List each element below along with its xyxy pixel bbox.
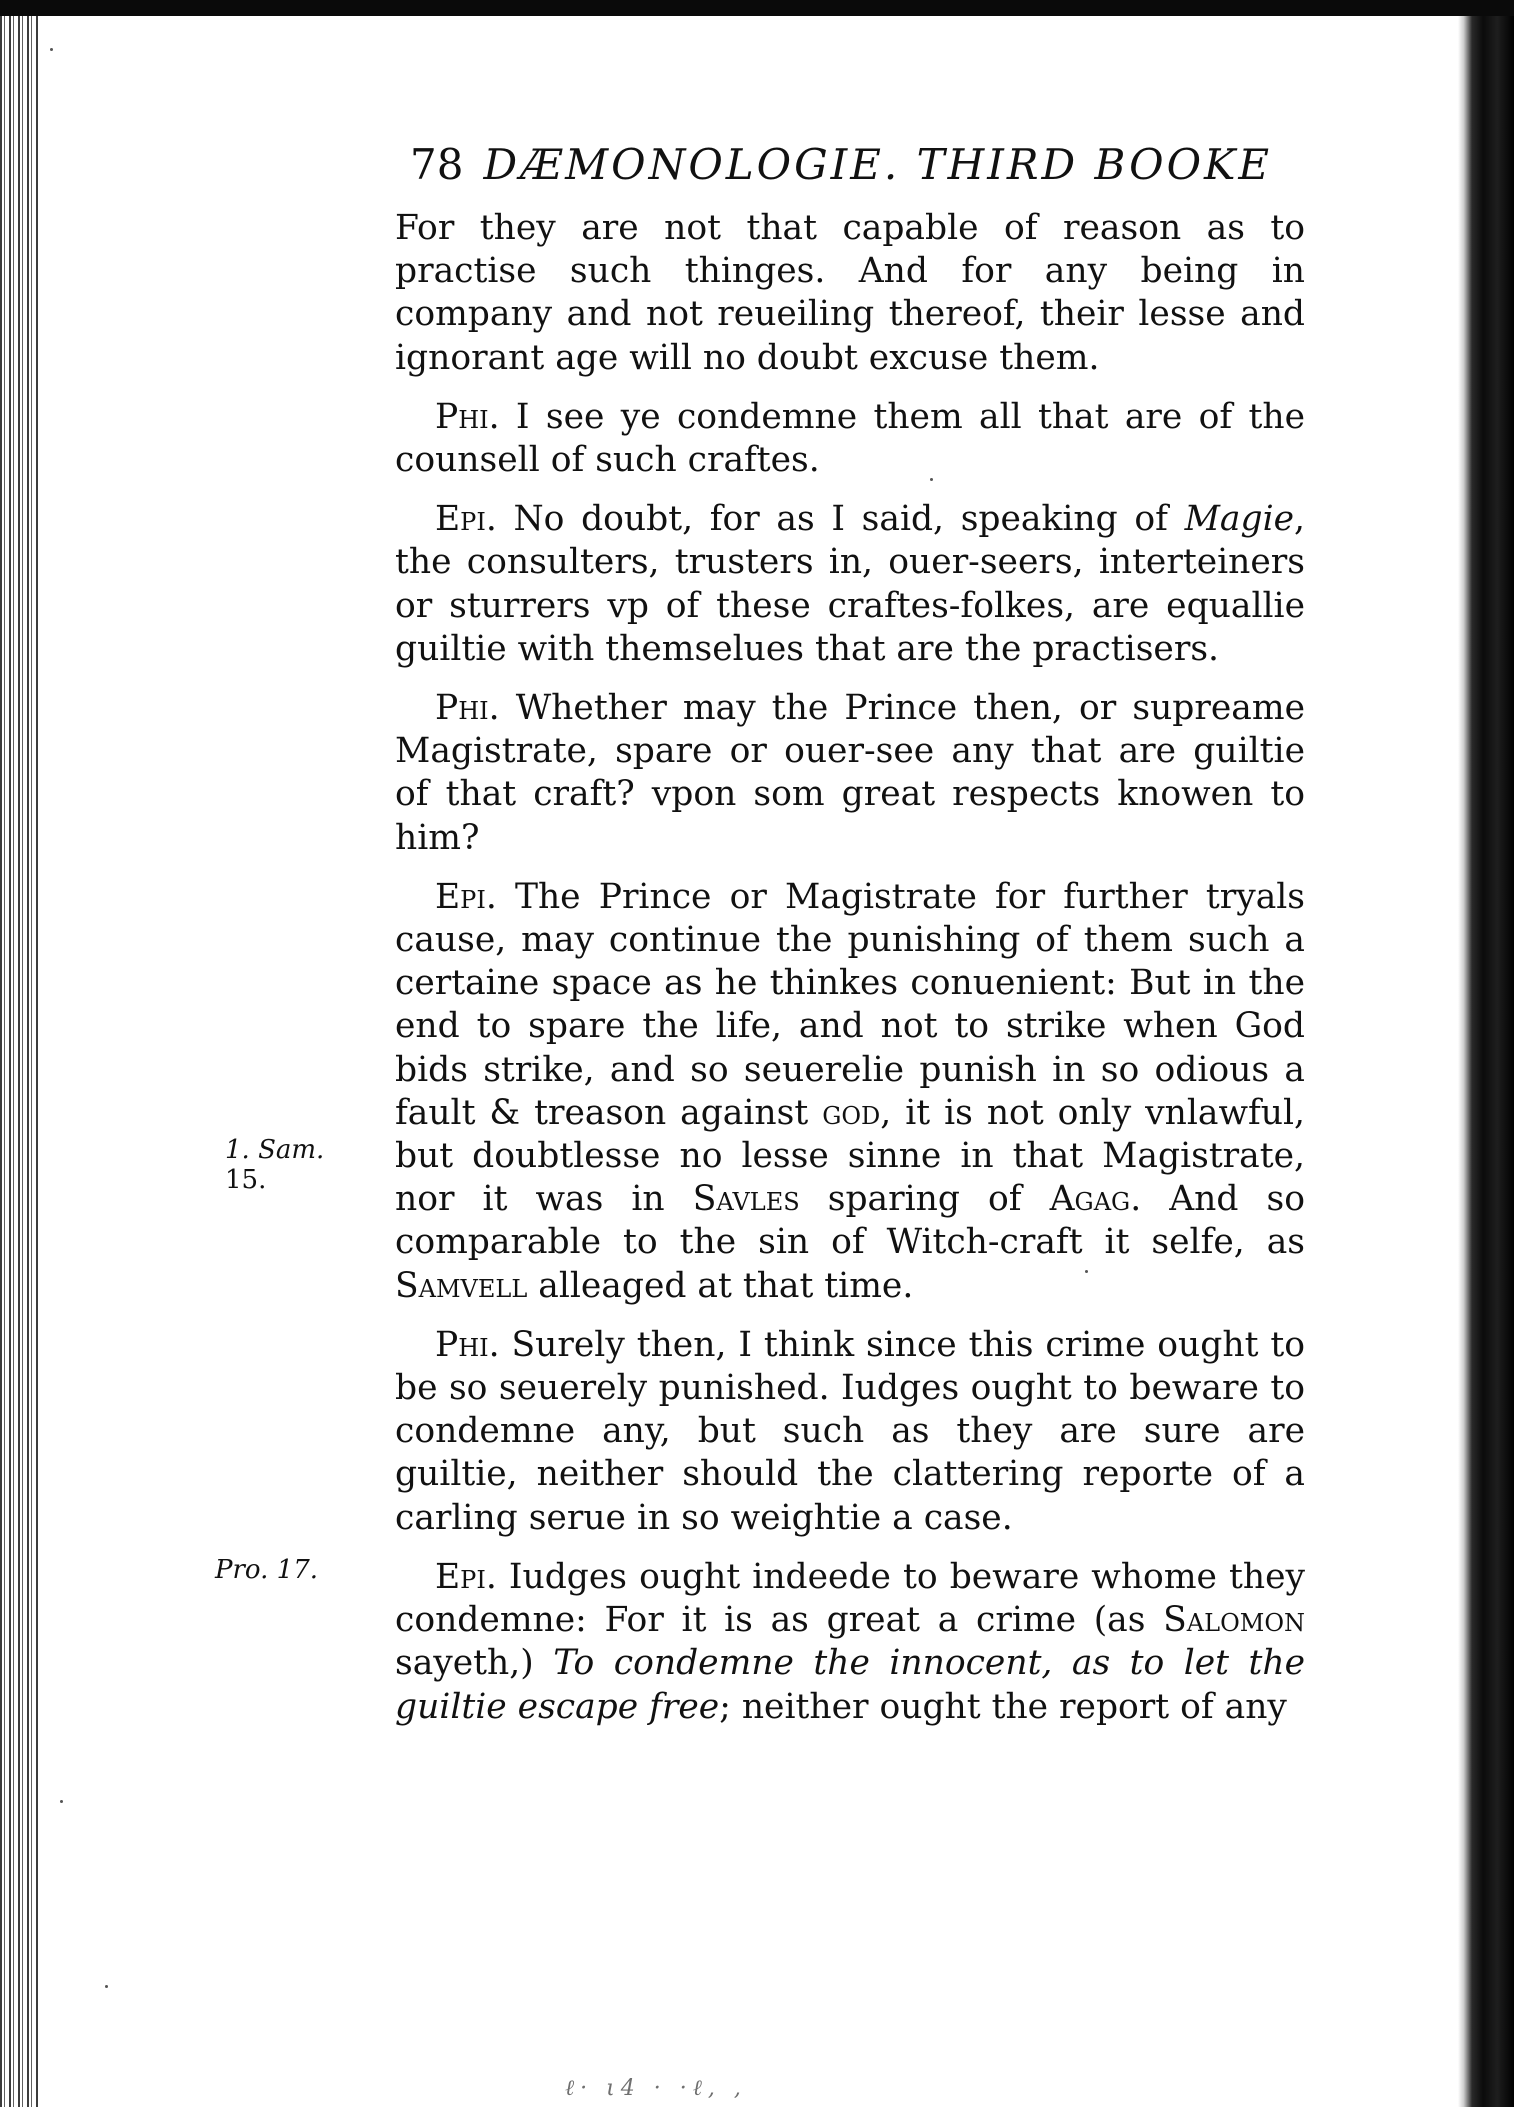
- scan-top-edge: [0, 0, 1514, 16]
- paragraph-5: Epi. The Prince or Magistrate for further tryals cause, may continue the punishing of them such a certaine space as he thinkes conuenient: But in the end to spare the life, and not to strike when God bids strike, and so seuerelie punish in so odious a fault & treason against god, it is not only vnlawful, but doubtlesse no lesse sinne in that Magistrate, nor it was in Savles sparing of Agag. And so comparable to the sin of Witch-craft it selfe, as Samvell alleaged at that time.: [395, 876, 1305, 1306]
- paragraph-7: Epi. Iudges ought indeede to beware whome they condemne: For it is as great a crime (as Salomon sayeth,) To condemne the innocent, as to let the guiltie escape free; neither ought the report of any: [395, 1556, 1306, 1727]
- running-title: DÆMONOLOGIE. THIRD BOOKE: [483, 140, 1273, 189]
- running-head: [410, 140, 1305, 189]
- scan-left-edge: [0, 16, 40, 2107]
- paragraph-1: For they are not that capable of reason as to practise such thinges. And for any being in company and not reueiling thereof, their lesse and ignorant age will no doubt excuse them.: [395, 208, 1305, 378]
- speck: [105, 1985, 108, 1988]
- margin-note-proverbs: Pro. 17.: [215, 1555, 318, 1585]
- margin-note-samuel: 1. Sam. 15.: [225, 1135, 325, 1195]
- footer-scribble: ℓ· ι4 · ·ℓ, ,: [565, 2076, 747, 2101]
- paragraph-6: Phi. Surely then, I think since this crime ought to be so seuerely punished. Iudges ought to beware to condemne any, but such as they are sure are guiltie, neither should the clattering reporte of a carling serue in so weightie a case.: [395, 1324, 1305, 1538]
- speaker-label: Phi.: [435, 1324, 500, 1365]
- paragraph-4: Phi. Whether may the Prince then, or supreame Magistrate, spare or ouer-see any that are guiltie of that craft? vpon som great respects knowen to him?: [395, 688, 1306, 858]
- scan-right-edge: [1458, 16, 1514, 2107]
- speaker-label: Epi.: [435, 1556, 497, 1597]
- speaker-label: Epi.: [435, 876, 497, 917]
- book-page: [395, 140, 1305, 1729]
- speaker-label: Phi.: [435, 688, 500, 729]
- paragraph-2: Phi. I see ye condemne them all that are of the counsell of such craftes.: [395, 396, 1305, 481]
- page-number: 78: [410, 140, 464, 189]
- speck: [50, 48, 53, 51]
- paragraph-3: Epi. No doubt, for as I said, speaking of Magie, the consulters, trusters in, ouer-seers, interteiners or sturrers vp of these craftes-folkes, are equallie guiltie with themselues that are the practisers.: [395, 499, 1305, 669]
- speaker-label: Epi.: [435, 499, 497, 540]
- speaker-label: Phi.: [435, 396, 500, 437]
- speck: [60, 1800, 63, 1803]
